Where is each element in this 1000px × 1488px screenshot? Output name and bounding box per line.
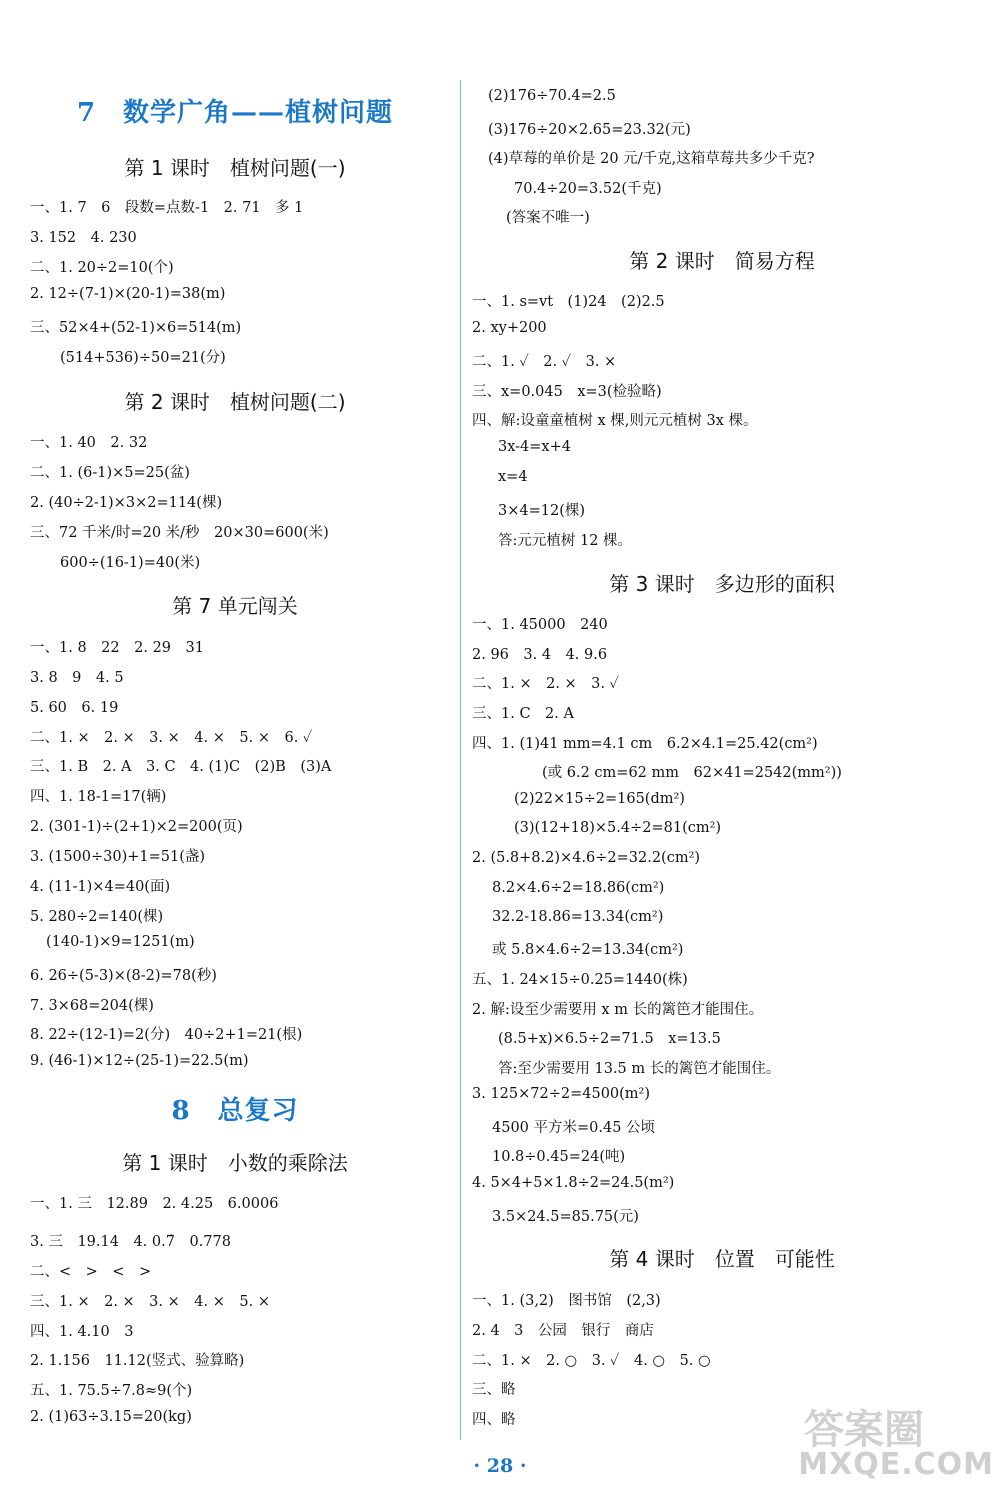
right-answer-line: 四、解:设童童植树 x 棵,则元元植树 3x 棵。 <box>472 413 758 429</box>
left-answer-line: 3. 8 9 4. 5 <box>30 670 124 686</box>
right-answer-line: 70.4÷20=3.52(千克) <box>514 181 662 197</box>
left-answer-line: 6. 26÷(5-3)×(8-2)=78(秒) <box>30 968 217 984</box>
left-answer-line: 三、72 千米/时=20 米/秒 20×30=600(米) <box>30 525 329 541</box>
right-answer-line: (8.5+x)×6.5÷2=71.5 x=13.5 <box>498 1031 721 1047</box>
right-answer-line: 3×4=12(棵) <box>498 503 586 519</box>
page-number: · 28 · <box>473 1455 527 1477</box>
right-section-heading: 第 4 课时 位置 可能性 <box>609 1247 835 1271</box>
right-answer-line: (4)草莓的单价是 20 元/千克,这箱草莓共多少千克? <box>488 151 815 167</box>
right-answer-line: 4500 平方米=0.45 公顷 <box>492 1120 656 1136</box>
left-answer-line: 5. 60 6. 19 <box>30 700 119 716</box>
left-answer-line: 一、1. 7 6 段数=点数-1 2. 71 多 1 <box>30 200 304 216</box>
right-section-heading: 第 3 课时 多边形的面积 <box>609 572 835 596</box>
left-answer-line: 2. 1.156 11.12(竖式、验算略) <box>30 1353 245 1369</box>
right-answer-line: 2. 解:设至少需要用 x m 长的篱笆才能围住。 <box>472 1002 764 1018</box>
left-section-heading: 第 2 课时 植树问题(二) <box>124 390 346 414</box>
right-answer-line: 2. xy+200 <box>472 320 547 336</box>
right-answer-line: 或 5.8×4.6÷2=13.34(cm²) <box>492 942 684 958</box>
watermark-url: MXQE.COM <box>798 1447 994 1482</box>
left-answer-line: 三、1. B 2. A 3. C 4. (1)C (2)B (3)A <box>30 759 332 775</box>
left-answer-line: 600÷(16-1)=40(米) <box>60 555 201 571</box>
right-answer-line: 三、1. C 2. A <box>472 706 574 722</box>
right-section-heading: 第 2 课时 简易方程 <box>629 249 815 273</box>
left-answer-line: 四、1. 4.10 3 <box>30 1324 134 1340</box>
left-answer-line: 三、1. × 2. × 3. × 4. × 5. × <box>30 1294 270 1310</box>
right-answer-line: (答案不唯一) <box>506 210 590 226</box>
right-answer-line: 2. (5.8+8.2)×4.6÷2=32.2(cm²) <box>472 850 701 866</box>
right-answer-line: (3)176÷20×2.65=23.32(元) <box>488 122 691 138</box>
left-answer-line: 3. 三 19.14 4. 0.7̇ 0.778 <box>30 1234 231 1250</box>
right-answer-line: x=4 <box>498 469 528 485</box>
column-divider <box>460 80 461 1440</box>
left-chapter-heading: 7 数学广角——植树问题 <box>76 98 394 128</box>
left-answer-line: (140-1)×9=1251(m) <box>46 934 195 950</box>
left-answer-line: 2. (40÷2-1)×3×2=114(棵) <box>30 495 223 511</box>
left-section-heading: 第 1 课时 植树问题(一) <box>124 156 346 180</box>
left-answer-line: 2. (301-1)÷(2+1)×2=200(页) <box>30 819 243 835</box>
right-answer-line: (3)(12+18)×5.4÷2=81(cm²) <box>514 820 722 836</box>
right-answer-line: 四、略 <box>472 1412 516 1428</box>
right-answer-line: 一、1. (3,2) 图书馆 (2,3) <box>472 1293 661 1309</box>
right-answer-line: 10.8÷0.45=24(吨) <box>492 1149 626 1165</box>
right-answer-line: 3x-4=x+4 <box>498 439 571 455</box>
left-answer-line: 一、1. 三 12.89 2. 4.25 6.0006 <box>30 1196 279 1212</box>
right-answer-line: 32.2-18.86=13.34(cm²) <box>492 909 664 925</box>
watermark-text: 答案圈 <box>804 1407 924 1453</box>
left-answer-line: 二、1. (6-1)×5=25(盆) <box>30 465 190 481</box>
right-answer-line: 答:至少需要用 13.5 m 长的篱笆才能围住。 <box>498 1061 781 1077</box>
left-answer-line: 4. (11-1)×4=40(面) <box>30 879 171 895</box>
right-answer-line: 4. 5×4+5×1.8÷2=24.5(m²) <box>472 1175 675 1191</box>
watermark-logo <box>724 1398 994 1484</box>
left-answer-line: 二、< > < > <box>30 1264 152 1280</box>
right-answer-line: (2)176÷70.4=2.5 <box>488 88 616 104</box>
right-answer-line: 二、1. × 2. ○ 3. ✓ 4. ○ 5. ○ <box>472 1353 711 1369</box>
right-answer-line: 二、1. ✓ 2. ✓ 3. × <box>472 354 617 370</box>
right-answer-line: 3. 125×72÷2=4500(m²) <box>472 1086 651 1102</box>
left-answer-line: 二、1. × 2. × 3. × 4. × 5. × 6. ✓ <box>30 730 313 746</box>
right-answer-line: 2. 4 3 公园 银行 商店 <box>472 1323 654 1339</box>
right-answer-line: 8.2×4.6÷2=18.86(cm²) <box>492 880 665 896</box>
left-answer-line: 二、1. 20÷2=10(个) <box>30 260 174 276</box>
left-answer-line: 3. 152 4. 230 <box>30 230 137 246</box>
left-answer-line: 三、52×4+(52-1)×6=514(m) <box>30 320 242 336</box>
left-chapter-heading: 8 总复习 <box>171 1096 299 1126</box>
right-answer-line: 四、1. (1)41 mm=4.1 cm 6.2×4.1=25.42(cm²) <box>472 736 818 752</box>
right-answer-line: 一、1. s=vt (1)24 (2)2.5 <box>472 294 665 310</box>
left-answer-line: 8. 22÷(12-1)=2(分) 40÷2+1=21(根) <box>30 1027 303 1043</box>
right-answer-line: 五、1. 24×15÷0.25=1440(株) <box>472 972 688 988</box>
left-answer-line: 9. (46-1)×12÷(25-1)=22.5(m) <box>30 1053 249 1069</box>
left-answer-line: 7. 3×68=204(棵) <box>30 998 154 1014</box>
left-section-heading: 第 1 课时 小数的乘除法 <box>122 1151 348 1175</box>
left-answer-line: 四、1. 18-1=17(辆) <box>30 789 167 805</box>
left-answer-line: 一、1. 8 22 2. 29 31 <box>30 640 204 656</box>
left-answer-line: 3. (1500÷30)+1=51(盏) <box>30 849 206 865</box>
right-answer-line: 一、1. 45000 240 <box>472 617 608 633</box>
left-answer-line: 2. (1)63÷3.15=20(kg) <box>30 1409 192 1425</box>
right-answer-line: 3.5×24.5=85.75(元) <box>492 1209 639 1225</box>
right-answer-line: 二、1. × 2. × 3. ✓ <box>472 676 619 692</box>
left-answer-line: 5. 280÷2=140(棵) <box>30 909 164 925</box>
right-answer-line: (2)22×15÷2=165(dm²) <box>514 791 685 807</box>
left-answer-line: 2. 12÷(7-1)×(20-1)=38(m) <box>30 286 226 302</box>
right-answer-line: 2. 96 3. 4 4. 9.6 <box>472 647 608 663</box>
right-answer-line: (或 6.2 cm=62 mm 62×41=2542(mm²)) <box>542 765 842 781</box>
left-answer-line: (514+536)÷50=21(分) <box>60 350 226 366</box>
left-answer-line: 一、1. 40 2. 32 <box>30 435 148 451</box>
left-section-heading: 第 7 单元闯关 <box>172 594 298 618</box>
right-answer-line: 三、x=0.045 x=3(检验略) <box>472 384 662 400</box>
left-answer-line: 五、1. 75.5÷7.8≈9(个) <box>30 1383 193 1399</box>
right-answer-line: 答:元元植树 12 棵。 <box>498 533 633 549</box>
right-answer-line: 三、略 <box>472 1382 516 1398</box>
